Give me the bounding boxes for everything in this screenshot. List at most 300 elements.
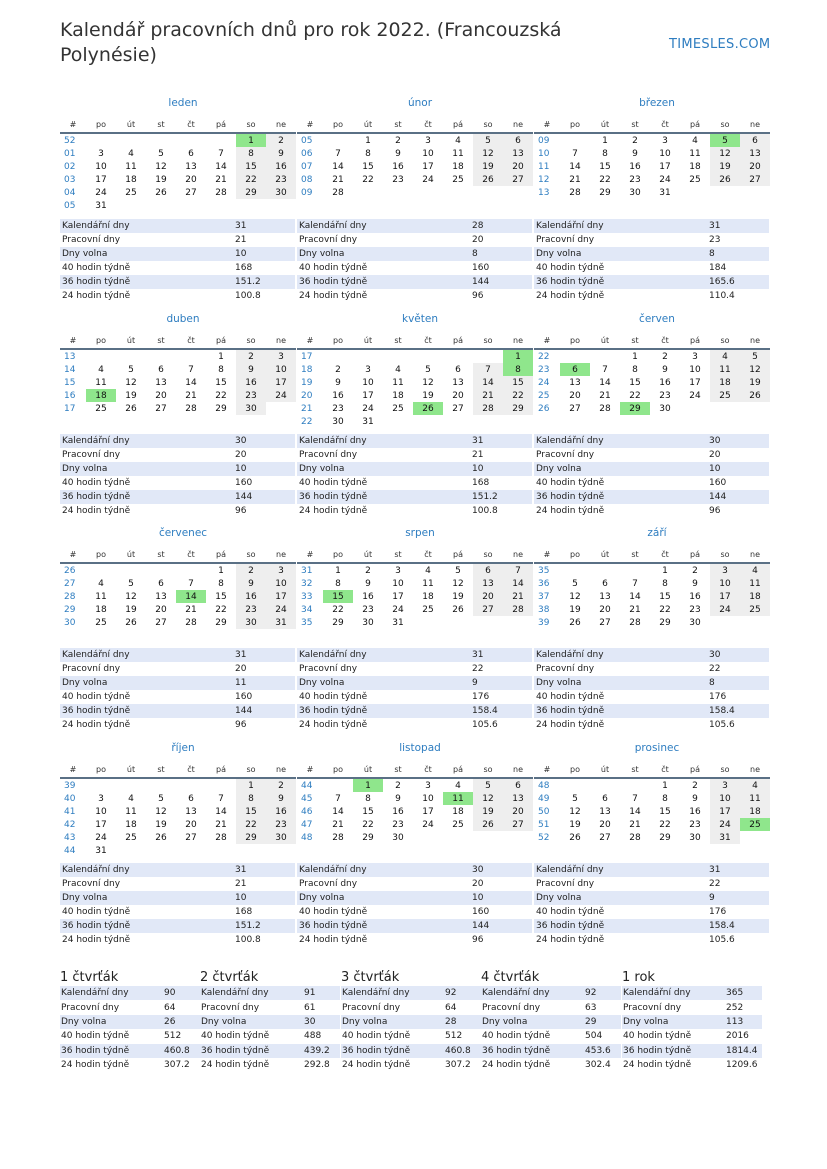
day-cell[interactable]: 13	[155, 377, 167, 388]
day-cell[interactable]: 26	[569, 832, 581, 843]
day-cell[interactable]: 4	[455, 135, 461, 146]
day-cell[interactable]: 23	[362, 604, 374, 615]
day-cell[interactable]: 29	[215, 617, 227, 628]
day-cell[interactable]: 24	[392, 604, 404, 615]
day-cell[interactable]: 10	[266, 363, 296, 376]
day-cell[interactable]: 24	[95, 832, 107, 843]
day-cell[interactable]: 29	[332, 617, 344, 628]
day-cell[interactable]: 15	[659, 806, 671, 817]
day-cell[interactable]: 24	[266, 603, 296, 616]
day-cell[interactable]: 11	[710, 363, 740, 376]
day-cell[interactable]: 1	[662, 780, 668, 791]
day-cell[interactable]: 19	[125, 390, 137, 401]
day-cell[interactable]: 11	[125, 806, 137, 817]
day-cell[interactable]: 7	[632, 793, 638, 804]
day-cell[interactable]: 28	[185, 403, 197, 414]
day-cell[interactable]: 28	[629, 832, 641, 843]
day-cell[interactable]: 4	[425, 565, 431, 576]
day-cell[interactable]: 26	[710, 173, 740, 186]
day-cell[interactable]: 7	[335, 793, 341, 804]
day-cell[interactable]: 29	[599, 187, 611, 198]
day-cell[interactable]: 7	[572, 148, 578, 159]
day-cell[interactable]: 28	[185, 617, 197, 628]
day-cell[interactable]: 1	[335, 565, 341, 576]
day-cell[interactable]: 24	[710, 603, 740, 616]
day-cell[interactable]: 8	[335, 578, 341, 589]
day-cell[interactable]: 6	[602, 578, 608, 589]
day-cell[interactable]: 8	[236, 792, 266, 805]
day-cell[interactable]: 16	[659, 377, 671, 388]
day-cell[interactable]: 6	[602, 793, 608, 804]
day-cell[interactable]: 15	[659, 591, 671, 602]
day-cell[interactable]: 12	[452, 578, 464, 589]
day-cell[interactable]: 15	[215, 591, 227, 602]
day-cell[interactable]: 20	[740, 160, 770, 173]
day-cell[interactable]: 13	[503, 147, 533, 160]
day-cell[interactable]: 26	[125, 403, 137, 414]
day-cell[interactable]: 23	[392, 174, 404, 185]
day-cell[interactable]: 18	[740, 805, 770, 818]
day-cell[interactable]: 9	[692, 793, 698, 804]
day-cell[interactable]: 20	[452, 390, 464, 401]
day-cell[interactable]: 5	[710, 133, 740, 147]
day-cell[interactable]: 23	[689, 604, 701, 615]
day-cell[interactable]: 16	[236, 376, 266, 389]
day-cell[interactable]: 6	[503, 133, 533, 147]
day-cell[interactable]: 16	[392, 161, 404, 172]
day-cell[interactable]: 8	[602, 148, 608, 159]
day-cell[interactable]: 16	[629, 161, 641, 172]
day-cell[interactable]: 25	[392, 403, 404, 414]
day-cell[interactable]: 19	[155, 819, 167, 830]
day-cell[interactable]: 11	[740, 577, 770, 590]
day-cell[interactable]: 21	[569, 174, 581, 185]
day-cell[interactable]: 10	[362, 377, 374, 388]
day-cell[interactable]: 2	[335, 364, 341, 375]
day-cell[interactable]: 19	[710, 160, 740, 173]
day-cell[interactable]: 26	[740, 389, 770, 402]
day-cell[interactable]: 9	[266, 792, 296, 805]
day-cell[interactable]: 27	[185, 832, 197, 843]
day-cell[interactable]: 3	[425, 780, 431, 791]
day-cell[interactable]: 22	[629, 390, 641, 401]
day-cell[interactable]: 21	[215, 819, 227, 830]
day-cell[interactable]: 29	[215, 403, 227, 414]
day-cell[interactable]: 27	[185, 187, 197, 198]
day-cell[interactable]: 9	[236, 577, 266, 590]
day-cell[interactable]: 31	[362, 416, 374, 427]
day-cell[interactable]: 14	[569, 161, 581, 172]
day-cell[interactable]: 17	[266, 590, 296, 603]
day-cell[interactable]: 11	[422, 578, 434, 589]
day-cell[interactable]: 26	[473, 173, 503, 186]
day-cell[interactable]: 9	[266, 147, 296, 160]
day-cell[interactable]: 6	[158, 578, 164, 589]
day-cell[interactable]: 1	[218, 565, 224, 576]
day-cell[interactable]: 23	[266, 818, 296, 831]
day-cell[interactable]: 14	[629, 591, 641, 602]
day-cell[interactable]: 13	[599, 806, 611, 817]
day-cell[interactable]: 5	[473, 133, 503, 147]
day-cell[interactable]: 11	[125, 161, 137, 172]
day-cell[interactable]: 31	[266, 616, 296, 629]
day-cell[interactable]: 26	[473, 818, 503, 831]
day-cell[interactable]: 19	[452, 591, 464, 602]
day-cell[interactable]: 18	[452, 806, 464, 817]
day-cell[interactable]: 31	[95, 845, 107, 856]
day-cell[interactable]: 5	[455, 565, 461, 576]
day-cell[interactable]: 5	[158, 793, 164, 804]
day-cell[interactable]: 17	[659, 161, 671, 172]
day-cell[interactable]: 18	[125, 819, 137, 830]
day-cell[interactable]: 21	[215, 174, 227, 185]
day-cell[interactable]: 21	[332, 174, 344, 185]
day-cell[interactable]: 24	[659, 174, 671, 185]
day-cell[interactable]: 6	[455, 364, 461, 375]
day-cell[interactable]: 24	[422, 819, 434, 830]
day-cell[interactable]: 13	[740, 147, 770, 160]
day-cell[interactable]: 20	[185, 819, 197, 830]
day-cell[interactable]: 3	[365, 364, 371, 375]
day-cell[interactable]: 28	[599, 403, 611, 414]
day-cell[interactable]: 9	[632, 148, 638, 159]
day-cell[interactable]: 30	[266, 186, 296, 199]
day-cell[interactable]: 26	[155, 832, 167, 843]
day-cell[interactable]: 2	[692, 565, 698, 576]
day-cell[interactable]: 30	[332, 416, 344, 427]
day-cell[interactable]: 19	[569, 819, 581, 830]
day-cell[interactable]: 7	[632, 578, 638, 589]
day-cell[interactable]: 25	[95, 617, 107, 628]
day-cell[interactable]: 18	[710, 376, 740, 389]
day-cell[interactable]: 23	[659, 390, 671, 401]
day-cell[interactable]: 13	[473, 577, 503, 590]
day-cell[interactable]: 15	[362, 161, 374, 172]
day-cell[interactable]: 6	[503, 778, 533, 792]
day-cell[interactable]: 16	[332, 390, 344, 401]
day-cell[interactable]: 28	[569, 187, 581, 198]
day-cell[interactable]: 13	[599, 591, 611, 602]
day-cell[interactable]: 22	[236, 818, 266, 831]
day-cell[interactable]: 17	[95, 819, 107, 830]
day-cell[interactable]: 1	[632, 351, 638, 362]
day-cell[interactable]: 5	[158, 148, 164, 159]
day-cell[interactable]: 20	[155, 604, 167, 615]
day-cell[interactable]: 12	[155, 806, 167, 817]
day-cell[interactable]: 25	[740, 818, 770, 831]
day-cell[interactable]: 15	[629, 377, 641, 388]
day-cell[interactable]: 7	[473, 363, 503, 376]
day-cell[interactable]: 4	[128, 148, 134, 159]
day-cell[interactable]: 28	[332, 187, 344, 198]
day-cell[interactable]: 22	[236, 173, 266, 186]
day-cell[interactable]: 27	[155, 617, 167, 628]
day-cell[interactable]: 4	[98, 578, 104, 589]
day-cell[interactable]: 20	[503, 160, 533, 173]
day-cell[interactable]: 21	[503, 590, 533, 603]
day-cell[interactable]: 18	[125, 174, 137, 185]
day-cell[interactable]: 16	[392, 806, 404, 817]
day-cell[interactable]: 24	[362, 403, 374, 414]
day-cell[interactable]: 29	[236, 186, 266, 199]
day-cell[interactable]: 10	[710, 792, 740, 805]
day-cell[interactable]: 23	[236, 603, 266, 616]
day-cell[interactable]: 26	[452, 604, 464, 615]
day-cell[interactable]: 22	[362, 174, 374, 185]
day-cell[interactable]: 25	[710, 389, 740, 402]
day-cell[interactable]: 22	[215, 390, 227, 401]
day-cell[interactable]: 12	[473, 792, 503, 805]
day-cell[interactable]: 10	[266, 577, 296, 590]
day-cell[interactable]: 11	[452, 148, 464, 159]
day-cell[interactable]: 30	[266, 831, 296, 844]
day-cell[interactable]: 15	[362, 806, 374, 817]
day-cell[interactable]: 9	[236, 363, 266, 376]
day-cell[interactable]: 13	[185, 161, 197, 172]
day-cell[interactable]: 17	[362, 390, 374, 401]
day-cell[interactable]: 1	[236, 133, 266, 147]
day-cell[interactable]: 7	[218, 148, 224, 159]
day-cell[interactable]: 20	[155, 390, 167, 401]
day-cell[interactable]: 9	[692, 578, 698, 589]
day-cell[interactable]: 27	[155, 403, 167, 414]
day-cell[interactable]: 17	[266, 376, 296, 389]
day-cell[interactable]: 2	[236, 563, 266, 577]
day-cell[interactable]: 7	[602, 364, 608, 375]
day-cell[interactable]: 21	[629, 604, 641, 615]
day-cell[interactable]: 16	[236, 590, 266, 603]
day-cell[interactable]: 14	[503, 577, 533, 590]
day-cell[interactable]: 21	[473, 389, 503, 402]
day-cell[interactable]: 21	[599, 390, 611, 401]
day-cell[interactable]: 15	[236, 805, 266, 818]
day-cell[interactable]: 17	[710, 590, 740, 603]
day-cell[interactable]: 26	[155, 187, 167, 198]
brand-logo-text[interactable]: TIMESLES.COM	[669, 37, 771, 52]
day-cell[interactable]: 27	[503, 818, 533, 831]
day-cell[interactable]: 16	[689, 806, 701, 817]
day-cell[interactable]: 8	[365, 793, 371, 804]
day-cell[interactable]: 27	[740, 173, 770, 186]
day-cell[interactable]: 5	[128, 578, 134, 589]
day-cell[interactable]: 3	[710, 563, 740, 577]
day-cell[interactable]: 4	[455, 780, 461, 791]
day-cell[interactable]: 18	[392, 390, 404, 401]
day-cell[interactable]: 10	[422, 148, 434, 159]
day-cell[interactable]: 10	[95, 161, 107, 172]
day-cell[interactable]: 1	[602, 135, 608, 146]
day-cell[interactable]: 3	[266, 563, 296, 577]
day-cell[interactable]: 27	[599, 617, 611, 628]
day-cell[interactable]: 15	[503, 376, 533, 389]
day-cell[interactable]: 4	[98, 364, 104, 375]
day-cell[interactable]: 9	[395, 148, 401, 159]
day-cell[interactable]: 17	[95, 174, 107, 185]
day-cell[interactable]: 22	[659, 819, 671, 830]
day-cell[interactable]: 30	[689, 832, 701, 843]
day-cell[interactable]: 22	[332, 604, 344, 615]
day-cell[interactable]: 20	[599, 604, 611, 615]
day-cell[interactable]: 19	[473, 160, 503, 173]
day-cell[interactable]: 17	[422, 161, 434, 172]
day-cell[interactable]: 28	[215, 832, 227, 843]
day-cell[interactable]: 18	[740, 590, 770, 603]
day-cell[interactable]: 4	[740, 563, 770, 577]
day-cell[interactable]: 31	[392, 617, 404, 628]
day-cell[interactable]: 8	[218, 578, 224, 589]
day-cell[interactable]: 7	[218, 793, 224, 804]
day-cell[interactable]: 20	[473, 590, 503, 603]
day-cell[interactable]: 29	[659, 617, 671, 628]
day-cell[interactable]: 12	[569, 806, 581, 817]
day-cell[interactable]: 9	[662, 364, 668, 375]
day-cell[interactable]: 18	[95, 604, 107, 615]
day-cell[interactable]: 4	[710, 349, 740, 363]
day-cell[interactable]: 13	[503, 792, 533, 805]
day-cell[interactable]: 14	[185, 377, 197, 388]
day-cell[interactable]: 14	[629, 806, 641, 817]
day-cell[interactable]: 18	[86, 389, 116, 402]
day-cell[interactable]: 10	[422, 793, 434, 804]
day-cell[interactable]: 28	[332, 832, 344, 843]
day-cell[interactable]: 25	[452, 819, 464, 830]
day-cell[interactable]: 14	[215, 806, 227, 817]
day-cell[interactable]: 19	[740, 376, 770, 389]
day-cell[interactable]: 5	[128, 364, 134, 375]
day-cell[interactable]: 18	[689, 161, 701, 172]
day-cell[interactable]: 1	[218, 351, 224, 362]
day-cell[interactable]: 9	[335, 377, 341, 388]
day-cell[interactable]: 19	[125, 604, 137, 615]
day-cell[interactable]: 6	[188, 148, 194, 159]
day-cell[interactable]: 10	[95, 806, 107, 817]
day-cell[interactable]: 5	[572, 578, 578, 589]
day-cell[interactable]: 20	[599, 819, 611, 830]
day-cell[interactable]: 12	[422, 377, 434, 388]
day-cell[interactable]: 7	[335, 148, 341, 159]
day-cell[interactable]: 26	[125, 617, 137, 628]
day-cell[interactable]: 4	[128, 793, 134, 804]
day-cell[interactable]: 19	[473, 805, 503, 818]
day-cell[interactable]: 4	[740, 778, 770, 792]
day-cell[interactable]: 26	[569, 617, 581, 628]
day-cell[interactable]: 3	[662, 135, 668, 146]
day-cell[interactable]: 30	[689, 617, 701, 628]
day-cell[interactable]: 4	[692, 135, 698, 146]
day-cell[interactable]: 10	[689, 364, 701, 375]
day-cell[interactable]: 27	[473, 603, 503, 616]
day-cell[interactable]: 2	[365, 565, 371, 576]
day-cell[interactable]: 25	[422, 604, 434, 615]
day-cell[interactable]: 29	[236, 831, 266, 844]
day-cell[interactable]: 19	[422, 390, 434, 401]
day-cell[interactable]: 23	[332, 403, 344, 414]
day-cell[interactable]: 23	[236, 389, 266, 402]
day-cell[interactable]: 6	[560, 363, 590, 376]
day-cell[interactable]: 30	[392, 832, 404, 843]
day-cell[interactable]: 26	[413, 402, 443, 415]
day-cell[interactable]: 14	[473, 376, 503, 389]
day-cell[interactable]: 21	[332, 819, 344, 830]
day-cell[interactable]: 16	[266, 160, 296, 173]
day-cell[interactable]: 13	[452, 377, 464, 388]
day-cell[interactable]: 2	[692, 780, 698, 791]
day-cell[interactable]: 2	[266, 133, 296, 147]
day-cell[interactable]: 29	[620, 402, 650, 415]
day-cell[interactable]: 12	[473, 147, 503, 160]
day-cell[interactable]: 30	[659, 403, 671, 414]
day-cell[interactable]: 15	[215, 377, 227, 388]
day-cell[interactable]: 17	[392, 591, 404, 602]
day-cell[interactable]: 27	[569, 403, 581, 414]
day-cell[interactable]: 28	[215, 187, 227, 198]
day-cell[interactable]: 20	[569, 390, 581, 401]
day-cell[interactable]: 19	[155, 174, 167, 185]
day-cell[interactable]: 11	[95, 591, 107, 602]
day-cell[interactable]: 7	[503, 563, 533, 577]
day-cell[interactable]: 3	[692, 351, 698, 362]
day-cell[interactable]: 11	[740, 792, 770, 805]
day-cell[interactable]: 10	[392, 578, 404, 589]
day-cell[interactable]: 15	[599, 161, 611, 172]
day-cell[interactable]: 30	[236, 402, 266, 415]
day-cell[interactable]: 7	[188, 364, 194, 375]
day-cell[interactable]: 8	[662, 793, 668, 804]
day-cell[interactable]: 17	[689, 377, 701, 388]
day-cell[interactable]: 20	[503, 805, 533, 818]
day-cell[interactable]: 14	[599, 377, 611, 388]
day-cell[interactable]: 5	[425, 364, 431, 375]
day-cell[interactable]: 15	[236, 160, 266, 173]
day-cell[interactable]: 2	[395, 135, 401, 146]
day-cell[interactable]: 3	[395, 565, 401, 576]
day-cell[interactable]: 24	[710, 818, 740, 831]
day-cell[interactable]: 14	[332, 806, 344, 817]
day-cell[interactable]: 4	[395, 364, 401, 375]
day-cell[interactable]: 2	[395, 780, 401, 791]
day-cell[interactable]: 21	[185, 390, 197, 401]
day-cell[interactable]: 15	[323, 590, 353, 603]
day-cell[interactable]: 24	[689, 390, 701, 401]
day-cell[interactable]: 11	[95, 377, 107, 388]
day-cell[interactable]: 24	[422, 174, 434, 185]
day-cell[interactable]: 28	[629, 617, 641, 628]
day-cell[interactable]: 2	[236, 349, 266, 363]
day-cell[interactable]: 18	[452, 161, 464, 172]
day-cell[interactable]: 23	[689, 819, 701, 830]
day-cell[interactable]: 22	[215, 604, 227, 615]
day-cell[interactable]: 17	[710, 805, 740, 818]
day-cell[interactable]: 30	[362, 617, 374, 628]
day-cell[interactable]: 8	[503, 363, 533, 376]
day-cell[interactable]: 1	[503, 349, 533, 363]
day-cell[interactable]: 19	[569, 604, 581, 615]
day-cell[interactable]: 22	[362, 819, 374, 830]
day-cell[interactable]: 20	[185, 174, 197, 185]
day-cell[interactable]: 1	[365, 135, 371, 146]
day-cell[interactable]: 12	[710, 147, 740, 160]
day-cell[interactable]: 16	[266, 805, 296, 818]
day-cell[interactable]: 1	[236, 778, 266, 792]
day-cell[interactable]: 14	[176, 590, 206, 603]
day-cell[interactable]: 10	[659, 148, 671, 159]
day-cell[interactable]: 25	[689, 174, 701, 185]
day-cell[interactable]: 5	[572, 793, 578, 804]
day-cell[interactable]: 8	[365, 148, 371, 159]
day-cell[interactable]: 18	[422, 591, 434, 602]
day-cell[interactable]: 29	[362, 832, 374, 843]
day-cell[interactable]: 8	[218, 364, 224, 375]
